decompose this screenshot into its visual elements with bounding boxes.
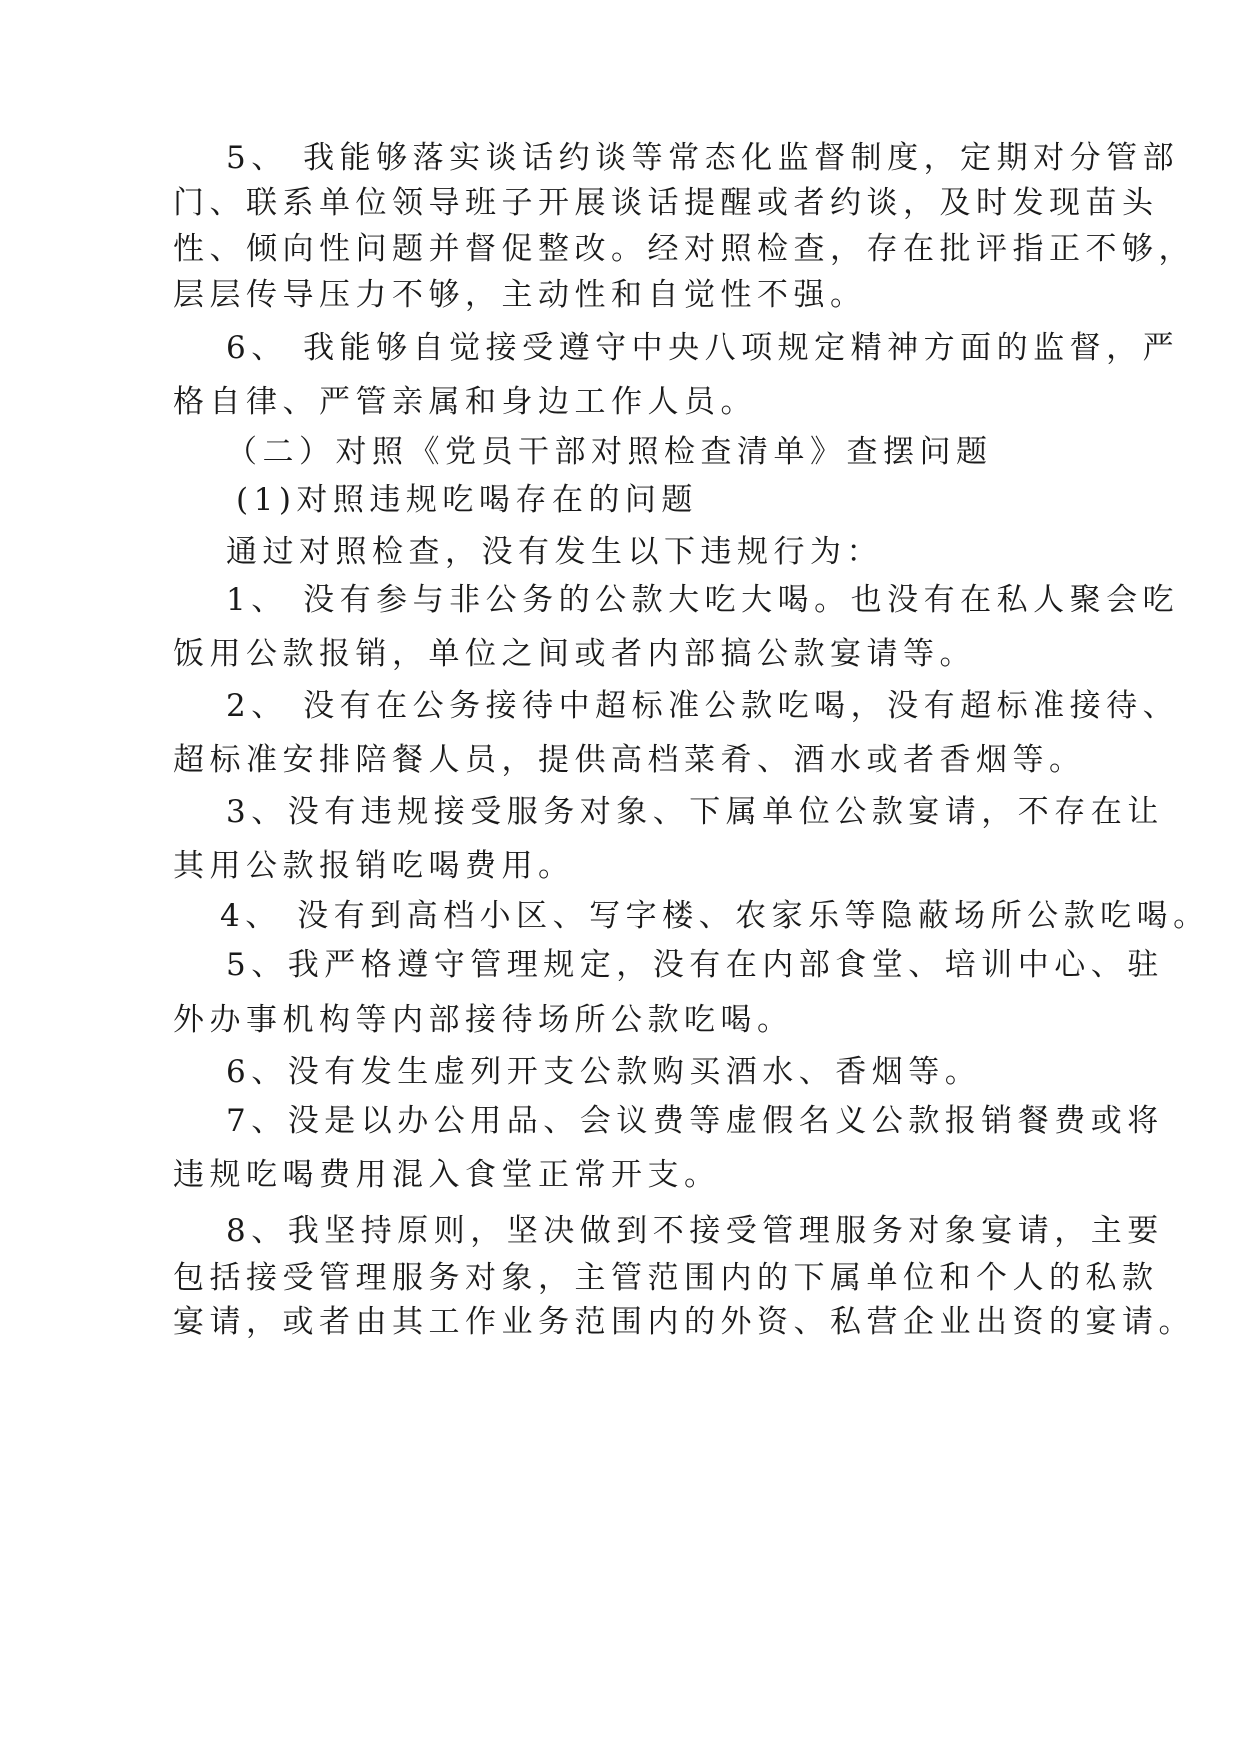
paragraph-6-line-1: 6、 我能够自觉接受遵守中央八项规定精神方面的监督，严 xyxy=(226,330,1180,366)
item-3-line-2: 其用公款报销吃喝费用。 xyxy=(173,848,575,884)
item-2-line-1: 2、 没有在公务接待中超标准公款吃喝，没有超标准接待、 xyxy=(226,688,1180,724)
paragraph-5-line-3: 性、倾向性问题并督促整改。经对照检查，存在批评指正不够， xyxy=(173,231,1195,267)
intro-sentence: 通过对照检查，没有发生以下违规行为： xyxy=(226,534,883,570)
section-heading-2: （二）对照《党员干部对照检查清单》查摆问题 xyxy=(226,434,993,470)
paragraph-5-line-2: 门、联系单位领导班子开展谈话提醒或者约谈，及时发现苗头 xyxy=(173,185,1159,221)
item-8-line-2: 包括接受管理服务对象，主管范围内的下属单位和个人的私款 xyxy=(173,1260,1159,1296)
item-5-line-2: 外办事机构等内部接待场所公款吃喝。 xyxy=(173,1002,794,1038)
paragraph-5-line-1: 5、 我能够落实谈话约谈等常态化监督制度，定期对分管部 xyxy=(226,140,1180,176)
item-7-line-1: 7、没是以办公用品、会议费等虚假名义公款报销餐费或将 xyxy=(226,1103,1164,1139)
item-8-line-3: 宴请，或者由其工作业务范围内的外资、私营企业出资的宴请。 xyxy=(173,1304,1195,1340)
paragraph-5-line-4: 层层传导压力不够，主动性和自觉性不强。 xyxy=(173,277,867,313)
item-1-line-2: 饭用公款报销，单位之间或者内部搞公款宴请等。 xyxy=(173,636,976,672)
item-7-line-2: 违规吃喝费用混入食堂正常开支。 xyxy=(173,1157,721,1193)
item-5-line-1: 5、我严格遵守管理规定，没有在内部食堂、培训中心、驻 xyxy=(226,947,1164,983)
paragraph-6-line-2: 格自律、严管亲属和身边工作人员。 xyxy=(173,384,757,420)
item-3-line-1: 3、没有违规接受服务对象、下属单位公款宴请，不存在让 xyxy=(226,794,1164,830)
item-1-line-1: 1、 没有参与非公务的公款大吃大喝。也没有在私人聚会吃 xyxy=(226,582,1180,618)
subsection-heading-1: (1)对照违规吃喝存在的问题 xyxy=(236,482,698,518)
item-8-line-1: 8、我坚持原则，坚决做到不接受管理服务对象宴请，主要 xyxy=(226,1213,1164,1249)
item-2-line-2: 超标准安排陪餐人员，提供高档菜肴、酒水或者香烟等。 xyxy=(173,742,1086,778)
item-4-line-1: 4、 没有到高档小区、写字楼、农家乐等隐蔽场所公款吃喝。 xyxy=(220,898,1210,934)
item-6-line-1: 6、没有发生虚列开支公款购买酒水、香烟等。 xyxy=(226,1054,982,1090)
